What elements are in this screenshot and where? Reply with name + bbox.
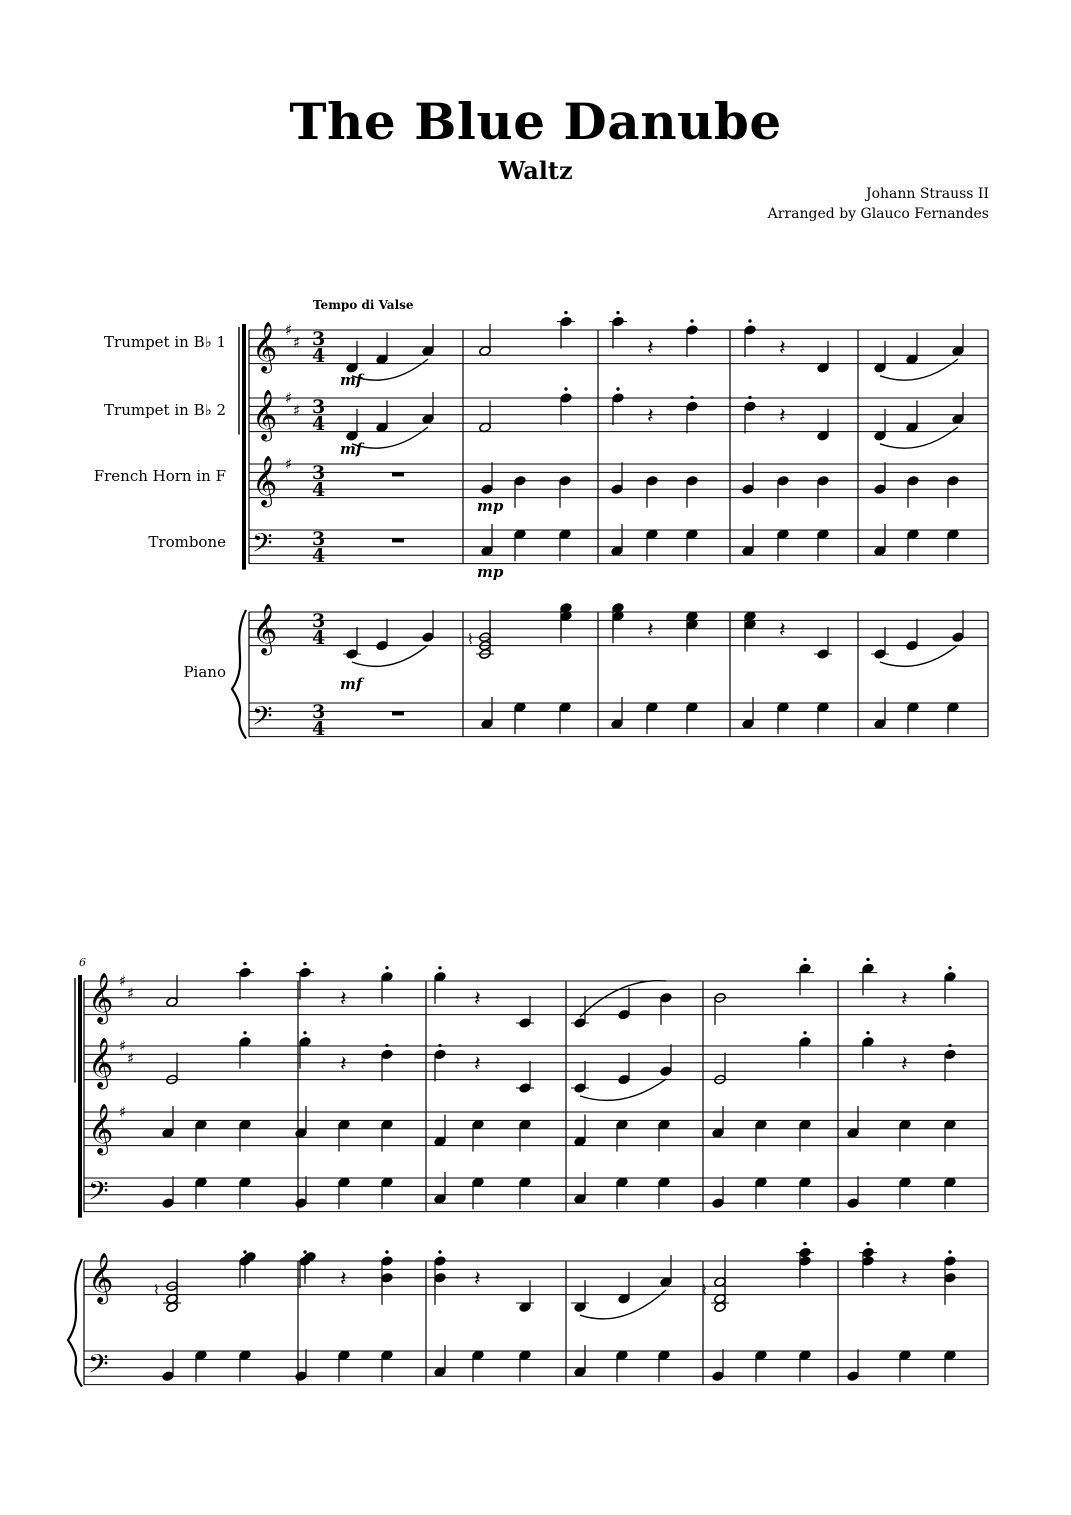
- arpeggio-sign: ⌇: [701, 1283, 708, 1299]
- composer: Johann Strauss II: [865, 186, 989, 202]
- t2-notehead: [612, 393, 625, 404]
- instrument-name-french-horn: French Horn in F: [93, 467, 226, 485]
- time-trombone-denominator: 4: [312, 545, 326, 567]
- t1b-staccato: [385, 966, 388, 969]
- prb-staccato: [948, 1250, 951, 1253]
- hn-notehead: [686, 475, 699, 486]
- t2b-staccato: [303, 1031, 306, 1034]
- hn-notehead: [481, 484, 494, 495]
- prb-notehead: [434, 1256, 447, 1267]
- t2b-notehead: [434, 1049, 447, 1060]
- t2-staccato: [616, 387, 619, 390]
- pr-slur: [352, 645, 428, 666]
- clef-piano-rh-system-2: 𝄞: [88, 1253, 114, 1303]
- t2-rest: 𝄽: [779, 404, 786, 429]
- clef-piano-lh-system-2: 𝄢: [88, 1348, 109, 1386]
- dynamic-piano: mf: [340, 675, 363, 693]
- pr-notehead: [952, 632, 965, 643]
- t1-staccato: [564, 311, 567, 314]
- clef-trumpet-1: 𝄞: [252, 322, 278, 372]
- tbb-notehead: [847, 1198, 860, 1209]
- key-trumpet-1-sharp: ♯: [285, 321, 293, 339]
- key-trumpet-1-system-2-sharp: ♯: [119, 972, 127, 990]
- t1b-staccato: [948, 966, 951, 969]
- prb-rest: 𝄽: [474, 1267, 481, 1292]
- hn-notehead: [559, 475, 572, 486]
- t1-staccato: [616, 311, 619, 314]
- prb-staccato: [438, 1250, 441, 1253]
- pl-whole-rest: [392, 711, 404, 715]
- t2-notehead: [560, 393, 573, 404]
- clef-trumpet-2-system-2: 𝄞: [88, 1038, 114, 1088]
- prb-rest: 𝄽: [340, 1267, 347, 1292]
- dynamic-trombone: mp: [477, 563, 504, 581]
- dynamic-trumpet-2: mf: [340, 440, 363, 458]
- hn-notehead: [777, 475, 790, 486]
- t2b-notehead: [660, 1066, 673, 1077]
- t1b-notehead: [618, 1009, 631, 1020]
- key-trumpet-1-sharp: ♯: [293, 333, 301, 352]
- t1b-staccato: [866, 958, 869, 961]
- t2-notehead: [744, 401, 757, 412]
- time-piano-lh-denominator: 4: [312, 718, 326, 740]
- t2b-staccato: [243, 1031, 246, 1034]
- time-trumpet-1-denominator: 4: [312, 345, 326, 367]
- key-horn-sharp: ♯: [285, 455, 293, 473]
- t2b-notehead: [944, 1049, 957, 1060]
- clef-horn-system-2: 𝄞: [88, 1104, 114, 1154]
- tb-whole-rest: [392, 538, 404, 542]
- time-trumpet-1-numerator: 3: [312, 328, 326, 350]
- t2-staccato: [748, 396, 751, 399]
- key-trumpet-2-sharp: ♯: [293, 401, 301, 420]
- t2-staccato: [564, 387, 567, 390]
- t2-slur: [352, 427, 428, 448]
- pr-rest: 𝄽: [779, 618, 786, 643]
- t1-notehead: [744, 325, 757, 336]
- key-horn-system-2-sharp: ♯: [119, 1103, 127, 1121]
- t1-staccato: [748, 319, 751, 322]
- dynamic-horn: mp: [477, 497, 504, 515]
- pr-notehead: [906, 640, 919, 651]
- t1-slur: [352, 359, 428, 380]
- hn-notehead: [646, 475, 659, 486]
- time-horn-denominator: 4: [312, 479, 326, 501]
- score-title: The Blue Danube: [289, 92, 782, 151]
- t2b-staccato: [803, 1031, 806, 1034]
- t2b-rest: 𝄽: [340, 1052, 347, 1077]
- hn-notehead: [611, 484, 624, 495]
- t2-slur: [880, 427, 958, 448]
- prb-notehead: [381, 1256, 394, 1267]
- hn-notehead: [514, 475, 527, 486]
- prb-notehead: [799, 1256, 812, 1267]
- hn-notehead: [947, 475, 960, 486]
- dynamic-trumpet-1: mf: [340, 371, 363, 389]
- instrument-name-trombone: Trombone: [148, 533, 226, 551]
- plb-notehead: [295, 1371, 308, 1382]
- key-trumpet-2-system-2-sharp: ♯: [127, 1049, 135, 1068]
- arpeggio-sign: ⌇: [153, 1283, 160, 1299]
- t1b-rest: 𝄽: [340, 987, 347, 1012]
- t1b-staccato: [803, 958, 806, 961]
- clef-horn: 𝄞: [252, 456, 278, 506]
- time-trumpet-2-numerator: 3: [312, 396, 326, 418]
- pr-rest: 𝄽: [647, 618, 654, 643]
- arpeggio-sign: ⌇: [467, 632, 474, 648]
- prb-notehead: [862, 1256, 875, 1267]
- key-trumpet-2-sharp: ♯: [285, 389, 293, 407]
- score-subtitle: Waltz: [498, 156, 573, 185]
- hn-whole-rest: [392, 472, 404, 476]
- instrument-name-piano: Piano: [183, 663, 226, 681]
- t2-rest: 𝄽: [647, 404, 654, 429]
- t1b-rest: 𝄽: [901, 987, 908, 1012]
- pr-notehead: [422, 632, 435, 643]
- clef-piano-lh: 𝄢: [252, 700, 273, 738]
- clef-trumpet-1-system-2: 𝄞: [88, 973, 114, 1023]
- time-trombone-numerator: 3: [312, 528, 326, 550]
- piano-brace: [232, 610, 246, 739]
- key-trumpet-1-system-2-sharp: ♯: [127, 984, 135, 1003]
- t2b-notehead: [618, 1074, 631, 1085]
- clef-trombone: 𝄢: [252, 527, 273, 565]
- tbb-notehead: [295, 1198, 308, 1209]
- time-trumpet-2-denominator: 4: [312, 413, 326, 435]
- tbb-notehead: [712, 1198, 725, 1209]
- t2b-staccato: [948, 1044, 951, 1047]
- t2-staccato: [690, 396, 693, 399]
- prb-staccato: [303, 1250, 306, 1253]
- prb-notehead: [434, 1272, 447, 1283]
- key-trumpet-2-system-2-sharp: ♯: [119, 1037, 127, 1055]
- t1b-staccato: [438, 966, 441, 969]
- hn-notehead: [817, 475, 830, 486]
- prb-notehead: [381, 1272, 394, 1283]
- t2b-staccato: [385, 1044, 388, 1047]
- plb-notehead: [162, 1371, 175, 1382]
- t1-notehead: [686, 325, 699, 336]
- clef-trombone-system-2: 𝄢: [88, 1175, 109, 1213]
- t2b-staccato: [438, 1044, 441, 1047]
- bar-number: 6: [79, 956, 86, 969]
- t1b-staccato: [303, 962, 306, 965]
- t1b-notehead: [660, 992, 673, 1003]
- prb-notehead: [944, 1272, 957, 1283]
- prb-staccato: [866, 1242, 869, 1245]
- time-horn-numerator: 3: [312, 462, 326, 484]
- t2b-notehead: [381, 1049, 394, 1060]
- instrument-name-trumpet-1: Trumpet in B♭ 1: [104, 333, 226, 351]
- prb-staccato: [385, 1250, 388, 1253]
- clef-piano-rh: 𝄞: [252, 604, 278, 654]
- plb-notehead: [712, 1371, 725, 1382]
- tempo-marking: Tempo di Valse: [313, 298, 414, 312]
- t2b-rest: 𝄽: [474, 1052, 481, 1077]
- pr-notehead: [376, 640, 389, 651]
- plb-notehead: [847, 1371, 860, 1382]
- clef-trumpet-2: 𝄞: [252, 390, 278, 440]
- hn-notehead: [874, 484, 887, 495]
- hn-notehead: [907, 475, 920, 486]
- prb-staccato: [803, 1242, 806, 1245]
- t2b-rest: 𝄽: [901, 1052, 908, 1077]
- arranger: Arranged by Glauco Fernandes: [767, 206, 989, 222]
- time-piano-rh-denominator: 4: [312, 627, 326, 649]
- prb-notehead: [944, 1256, 957, 1267]
- t1-staccato: [690, 319, 693, 322]
- piano-brace: [68, 1259, 82, 1387]
- t1-rest: 𝄽: [779, 336, 786, 361]
- t1b-rest: 𝄽: [474, 987, 481, 1012]
- t2b-staccato: [866, 1031, 869, 1034]
- prb-staccato: [243, 1250, 246, 1253]
- t1-rest: 𝄽: [647, 336, 654, 361]
- instrument-name-trumpet-2: Trumpet in B♭ 2: [104, 401, 226, 419]
- hn-notehead: [742, 484, 755, 495]
- tbb-notehead: [162, 1198, 175, 1209]
- pr-slur: [880, 645, 958, 666]
- time-piano-rh-numerator: 3: [312, 610, 326, 632]
- time-piano-lh-numerator: 3: [312, 701, 326, 723]
- prb-rest: 𝄽: [901, 1267, 908, 1292]
- t1b-staccato: [243, 962, 246, 965]
- t2-notehead: [686, 401, 699, 412]
- t1-slur: [880, 359, 958, 380]
